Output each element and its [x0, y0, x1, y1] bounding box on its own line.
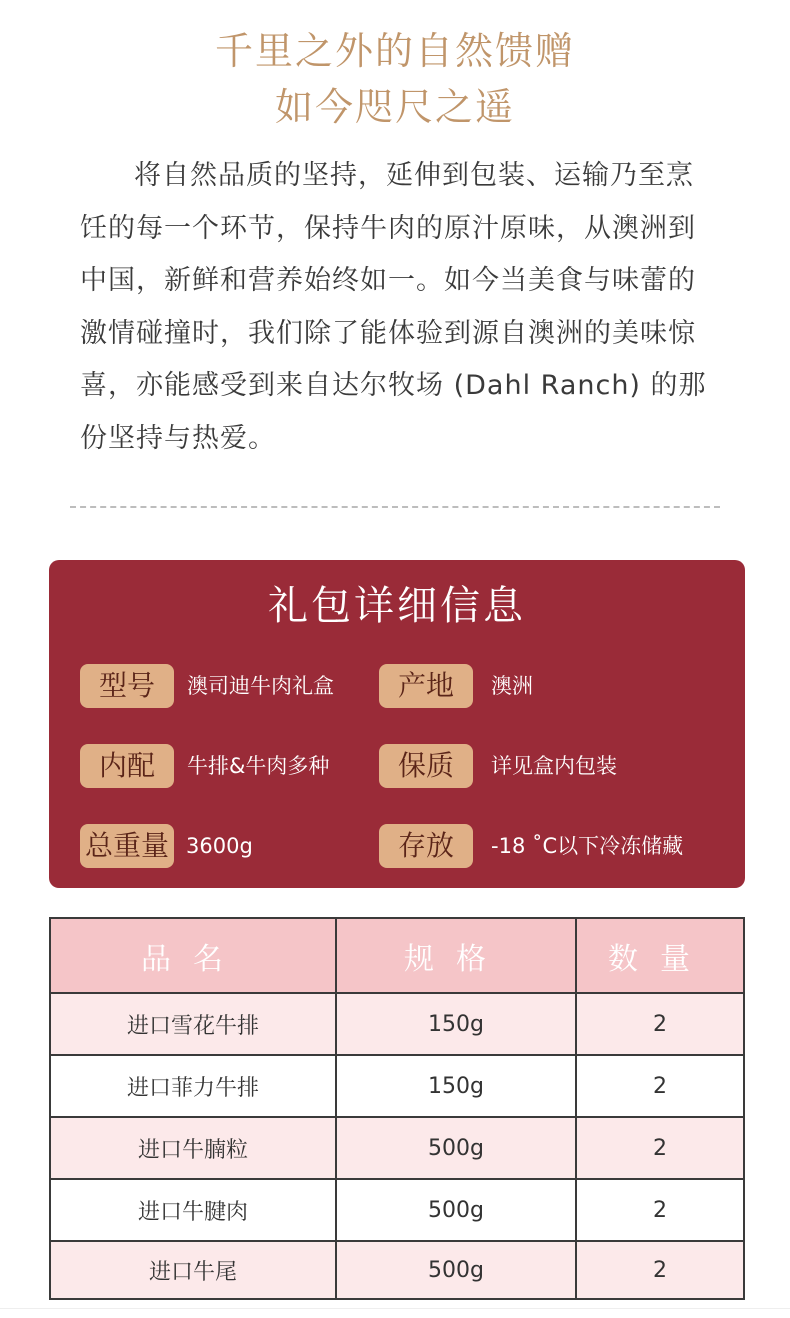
dashed-divider — [70, 506, 720, 508]
cell-name: 进口菲力牛排 — [126, 1075, 259, 1101]
table-row — [51, 992, 743, 1054]
table-row — [51, 1054, 743, 1116]
product-spec-table — [49, 917, 745, 1300]
table-row — [51, 1240, 743, 1298]
value-contents: 牛排&牛肉多种 — [187, 754, 330, 778]
header-spec: 规格 — [335, 919, 575, 992]
label-shelf-life: 保质 — [379, 744, 473, 788]
intro-paragraph: 将自然品质的坚持，延伸到包装、运输乃至烹饪的每一个环节，保持牛肉的原汁原味，从澳洲到中国，新鲜和营养始终如一。如今当美食与味蕾的激情碰撞时，我们除了能体验到源自澳洲的美味惊喜，亦能感受到来自达尔牧场 (Dahl Ranch) 的那份坚持与热爱。 — [80, 160, 707, 454]
cell-qty: 2 — [575, 994, 743, 1054]
label-origin: 产地 — [379, 664, 473, 708]
value-origin: 澳洲 — [491, 674, 533, 698]
label-storage: 存放 — [379, 824, 473, 868]
value-model: 澳司迪牛肉礼盒 — [187, 674, 334, 698]
header-product-name: 品名 — [141, 941, 245, 977]
cell-qty: 2 — [575, 1242, 743, 1298]
page-subtitle: 如今咫尺之遥 — [274, 85, 515, 129]
cell-spec: 500g — [335, 1180, 575, 1240]
label-model: 型号 — [80, 664, 174, 708]
gift-info-title: 礼包详细信息 — [268, 583, 526, 629]
value-storage: -18 ˚C以下冷冻储藏 — [491, 834, 684, 858]
cell-qty: 2 — [575, 1180, 743, 1240]
table-header-row — [51, 919, 743, 992]
label-contents: 内配 — [80, 744, 174, 788]
page-title: 千里之外的自然馈赠 — [214, 29, 575, 73]
header-quantity: 数量 — [575, 919, 743, 992]
value-weight: 3600g — [186, 834, 253, 858]
cell-name: 进口雪花牛排 — [126, 1013, 259, 1039]
cell-spec: 150g — [335, 994, 575, 1054]
value-shelf-life: 详见盒内包装 — [491, 754, 617, 778]
label-weight: 总重量 — [80, 824, 174, 868]
bottom-divider — [0, 1308, 790, 1309]
cell-spec: 150g — [335, 1056, 575, 1116]
cell-name: 进口牛腱肉 — [137, 1199, 248, 1225]
cell-name: 进口牛尾 — [148, 1259, 237, 1285]
cell-name: 进口牛腩粒 — [137, 1137, 248, 1163]
table-row — [51, 1116, 743, 1178]
gift-info-panel — [49, 560, 745, 888]
table-row — [51, 1178, 743, 1240]
cell-qty: 2 — [575, 1118, 743, 1178]
cell-spec: 500g — [335, 1118, 575, 1178]
cell-qty: 2 — [575, 1056, 743, 1116]
cell-spec: 500g — [335, 1242, 575, 1298]
